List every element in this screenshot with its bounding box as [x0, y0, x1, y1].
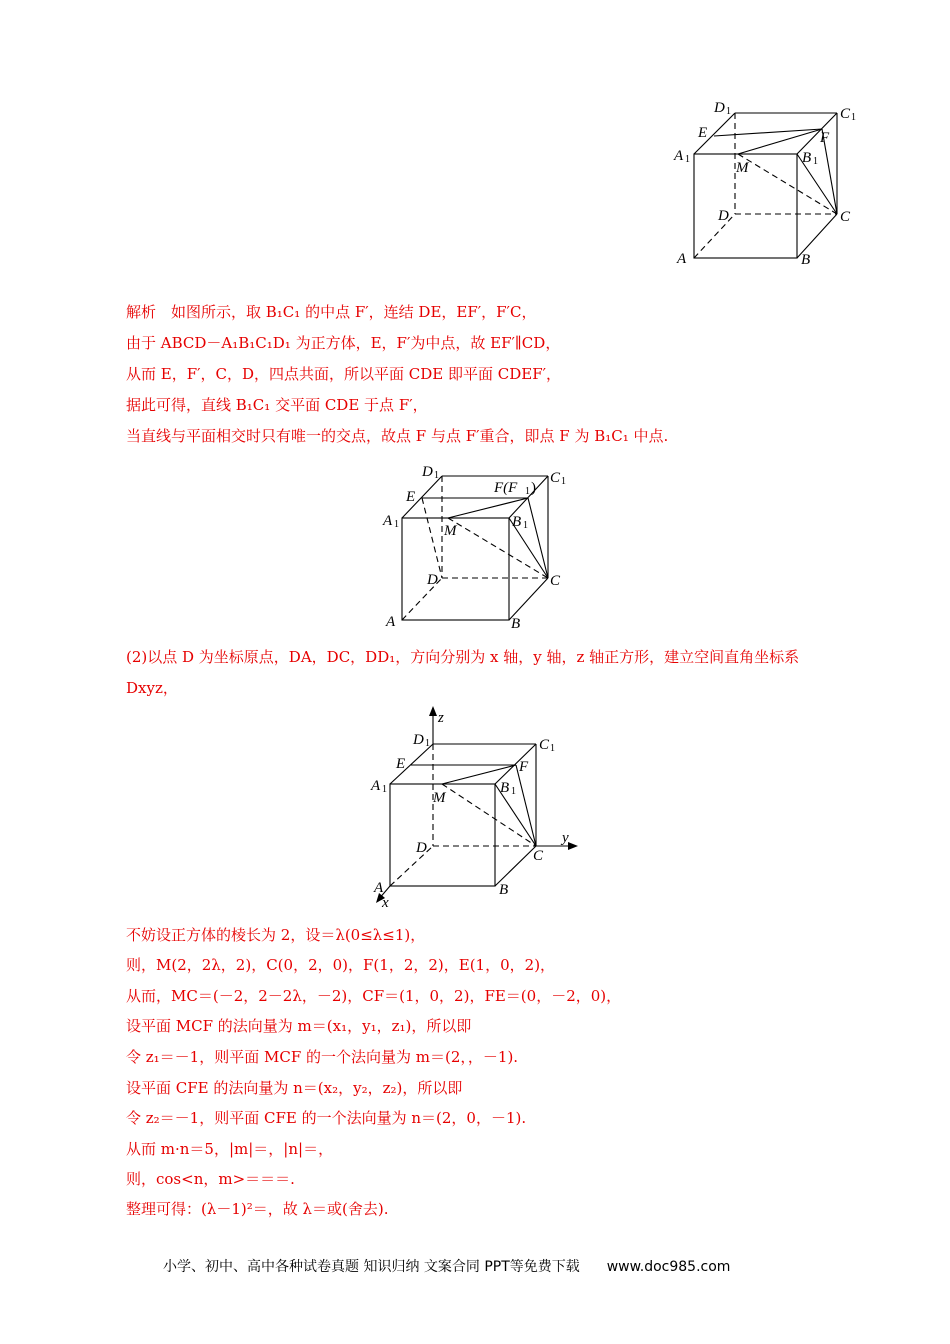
label-B1-sub: 1: [813, 156, 818, 167]
label-B1: B: [802, 150, 812, 166]
label-D1-sub: 1: [434, 470, 439, 481]
solution-line-14: 令 z₂＝－1，则平面 CFE 的一个法向量为 n＝(2，0，－1).: [126, 1109, 527, 1127]
label-E: E: [406, 489, 416, 505]
solution-line-1: 解析 如图所示，取 B₁C₁ 的中点 F′，连结 DE，EF′，F′C，: [126, 303, 537, 321]
cube-figure-1: [672, 96, 872, 276]
solution-line-16: 则，cos<n，m>＝＝＝.: [126, 1170, 295, 1188]
label-D1-sub: 1: [425, 738, 430, 749]
label-C: C: [550, 573, 561, 589]
solution-line-3: 从而 E，F′，C，D，四点共面，所以平面 CDE 即平面 CDEF′，: [126, 365, 562, 383]
solution-line-7: Dxyz，: [126, 679, 178, 697]
label-B1-sub: 1: [523, 520, 528, 531]
label-A1: A: [383, 513, 393, 529]
solution-line-2: 由于 ABCD－A₁B₁C₁D₁ 为正方体，E，F′为中点，故 EF′∥CD，: [126, 334, 561, 352]
label-C: C: [533, 848, 544, 864]
solution-line-4: 据此可得，直线 B₁C₁ 交平面 CDE 于点 F′，: [126, 396, 428, 414]
solution-line-5: 当直线与平面相交时只有唯一的交点，故点 F 与点 F′重合，即点 F 为 B₁C₁ 中点.: [126, 427, 669, 445]
cube-figure-3: [366, 704, 586, 910]
label-C1: C: [550, 470, 561, 486]
cube-figure-2: [380, 458, 580, 638]
solution-line-12: 令 z₁＝－1，则平面 MCF 的一个法向量为 m＝(2，，－1).: [126, 1048, 519, 1066]
label-A1-sub: 1: [394, 519, 399, 530]
label-B1: B: [500, 780, 510, 796]
label-A1: A: [371, 778, 381, 794]
label-C1-sub: 1: [851, 112, 856, 123]
label-E: E: [396, 756, 406, 772]
label-B1: B: [512, 514, 522, 530]
label-D: D: [718, 208, 729, 224]
label-D1: D: [422, 464, 433, 480]
label-A1-sub: 1: [382, 784, 387, 795]
label-F: F: [519, 759, 529, 775]
solution-line-15: 从而 m·n＝5，|m|＝，|n|＝，: [126, 1140, 334, 1158]
label-A: A: [386, 614, 396, 630]
solution-line-13: 设平面 CFE 的法向量为 n＝(x₂，y₂，z₂)，所以即: [126, 1079, 463, 1097]
label-F: F(F: [494, 480, 518, 496]
label-B1-sub: 1: [511, 786, 516, 797]
label-E: E: [698, 125, 708, 141]
solution-line-6: (2)以点 D 为坐标原点，DA，DC，DD₁，方向分别为 x 轴，y 轴，z 轴正方形，建立空间直角坐标系: [126, 648, 800, 666]
label-x: x: [382, 895, 389, 910]
label-M: M: [736, 160, 749, 176]
label-A1-sub: 1: [685, 154, 690, 165]
solution-line-17: 整理可得：(λ－1)²＝，故 λ＝或(舍去).: [126, 1200, 389, 1218]
solution-line-9: 则，M(2，2λ，2)，C(0，2，0)，F(1，2，2)，E(1，0，2)，: [126, 956, 556, 974]
label-D1: D: [714, 100, 725, 116]
footer-text: 小学、初中、高中各种试卷真题 知识归纳 文案合同 PPT等免费下载: [163, 1259, 580, 1275]
label-A1: A: [674, 148, 684, 164]
label-B: B: [499, 882, 509, 898]
label-B: B: [511, 616, 521, 632]
label-y: y: [562, 830, 569, 846]
label-z: z: [438, 710, 444, 726]
label-F-close: ): [531, 480, 536, 496]
label-M: M: [444, 523, 457, 539]
label-B: B: [801, 252, 811, 268]
label-F: F: [820, 130, 830, 146]
label-C: C: [840, 209, 851, 225]
label-D1-sub: 1: [726, 106, 731, 117]
label-D: D: [416, 840, 427, 856]
solution-line-10: 从而，MC＝(－2，2－2λ，－2)，CF＝(1，0，2)，FE＝(0，－2，0)，: [126, 987, 622, 1005]
label-M: M: [433, 790, 446, 806]
solution-line-11: 设平面 MCF 的法向量为 m＝(x₁，y₁，z₁)，所以即: [126, 1017, 472, 1035]
label-C1: C: [539, 737, 550, 753]
label-D1: D: [413, 732, 424, 748]
label-A: A: [374, 880, 384, 896]
solution-line-8: 不妨设正方体的棱长为 2，设＝λ(0≤λ≤1)，: [126, 926, 426, 944]
footer-url-link[interactable]: www.doc985.com: [606, 1259, 731, 1275]
label-C1-sub: 1: [561, 476, 566, 487]
label-F-sub: 1: [525, 486, 530, 497]
page-footer: [163, 1256, 730, 1276]
label-D: D: [427, 572, 438, 588]
label-A: A: [677, 251, 687, 267]
label-C1: C: [840, 106, 851, 122]
label-C1-sub: 1: [550, 743, 555, 754]
